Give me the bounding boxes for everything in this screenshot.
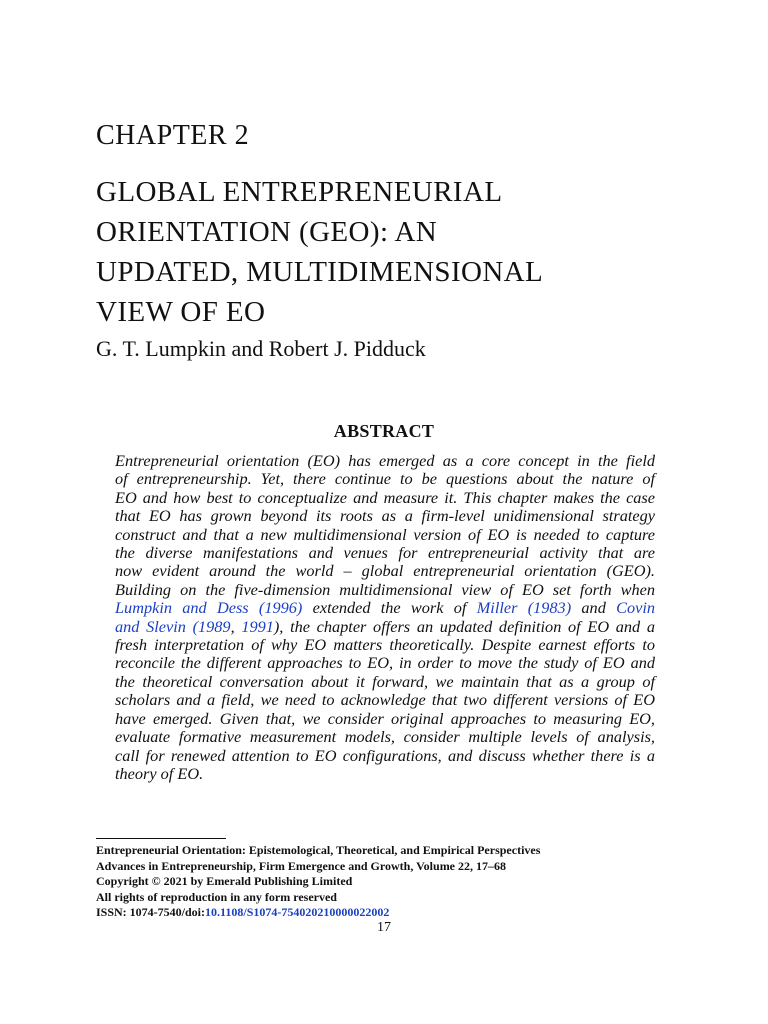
abstract-text: construct and that a new multidimensional version of EO is needed to capture — [115, 524, 655, 544]
abstract-text: have emerged. Given that, we consider original approaches to measuring EO, — [115, 708, 655, 728]
abstract-line — [115, 636, 655, 654]
footnote-issn — [96, 905, 540, 921]
abstract-heading: ABSTRACT — [333, 421, 435, 441]
abstract-line — [115, 470, 655, 488]
abstract-line — [115, 654, 655, 672]
abstract-text: fresh interpretation of why EO matters theoretically. Despite earnest efforts to — [115, 635, 655, 655]
abstract-text: reconcile the different approaches to EO, in order to move the study of EO and — [115, 653, 655, 673]
chapter-title-line: UPDATED, MULTIDIMENSIONAL — [96, 256, 544, 288]
abstract-line — [115, 581, 655, 599]
citation-link[interactable]: Miller (1983) — [476, 598, 572, 618]
abstract-text: theory of EO. — [115, 763, 204, 783]
chapter-title-line: GLOBAL ENTREPRENEURIAL — [96, 176, 503, 208]
abstract-text: that EO has grown beyond its roots as a firm-level unidimensional strategy — [115, 506, 655, 526]
abstract-text: , — [230, 616, 242, 636]
abstract-line — [115, 507, 655, 525]
abstract-text: call for renewed attention to EO configurations, and discuss whether there is a — [115, 745, 655, 765]
abstract-line — [115, 728, 655, 746]
abstract-line — [115, 765, 655, 783]
footnote-book-title: Entrepreneurial Orientation: Epistemological, Theoretical, and Empirical Perspectives — [96, 843, 541, 857]
abstract-line — [115, 747, 655, 765]
abstract-text: and — [571, 598, 617, 618]
footnote-copyright: Copyright © 2021 by Emerald Publishing Limited — [96, 874, 353, 888]
abstract-line — [115, 691, 655, 709]
chapter-title-line: VIEW OF EO — [96, 296, 266, 328]
abstract-text: evaluate formative measurement models, consider multiple levels of analysis, — [115, 727, 655, 747]
doi-link[interactable]: 10.1108/S1074-754020210000022002 — [205, 905, 390, 919]
abstract-text: ), the chapter offers an updated definition of EO and a — [273, 616, 656, 636]
footnotes — [96, 843, 540, 921]
abstract-body — [115, 452, 655, 783]
abstract-text: the diverse manifestations and venues for entrepreneurial activity that are — [115, 543, 655, 563]
abstract-line — [115, 544, 655, 562]
abstract-text: of entrepreneurship. Yet, there continue to be questions about the nature of — [115, 469, 655, 489]
abstract-text: Entrepreneurial orientation (EO) has emerged as a core concept in the field — [115, 451, 655, 470]
footnote-divider — [96, 838, 226, 839]
citation-link[interactable]: and Slevin (1989 — [115, 616, 231, 636]
abstract-line — [115, 489, 655, 507]
chapter-title-line: ORIENTATION (GEO): AN — [96, 216, 438, 248]
footnote-rights: All rights of reproduction in any form reserved — [96, 889, 337, 904]
abstract-line — [115, 618, 655, 636]
chapter-label: CHAPTER 2 — [96, 120, 250, 151]
citation-link[interactable]: Covin — [616, 598, 656, 618]
abstract-text: EO and how best to conceptualize and measure it. This chapter makes the case — [115, 487, 655, 507]
abstract-line — [115, 599, 655, 617]
abstract-line — [115, 526, 655, 544]
abstract-text: extended the work of — [302, 598, 477, 618]
citation-link[interactable]: 1991 — [241, 616, 274, 636]
issn-label: ISSN: 1074-7540/doi: — [96, 905, 206, 919]
footnote-series: Advances in Entrepreneurship, Firm Emergence and Growth, Volume 22, 17–68 — [96, 858, 507, 873]
authors: G. T. Lumpkin and Robert J. Pidduck — [96, 336, 426, 361]
citation-link[interactable]: Lumpkin and Dess (1996) — [115, 598, 303, 618]
page-number: 17 — [377, 920, 391, 935]
chapter-title — [96, 172, 696, 332]
abstract-text: scholars and a field, we need to acknowledge that two different versions of EO — [115, 690, 655, 710]
abstract-line — [115, 710, 655, 728]
abstract-text: the theoretical conversation about it forward, we maintain that as a group of — [115, 671, 655, 691]
abstract-line — [115, 562, 655, 580]
abstract-text: Building on the five-dimension multidimensional view of EO set forth when — [115, 579, 655, 599]
abstract-text: now evident around the world – global entrepreneurial orientation (GEO). — [115, 561, 655, 581]
abstract-line — [115, 452, 655, 470]
abstract-line — [115, 673, 655, 691]
